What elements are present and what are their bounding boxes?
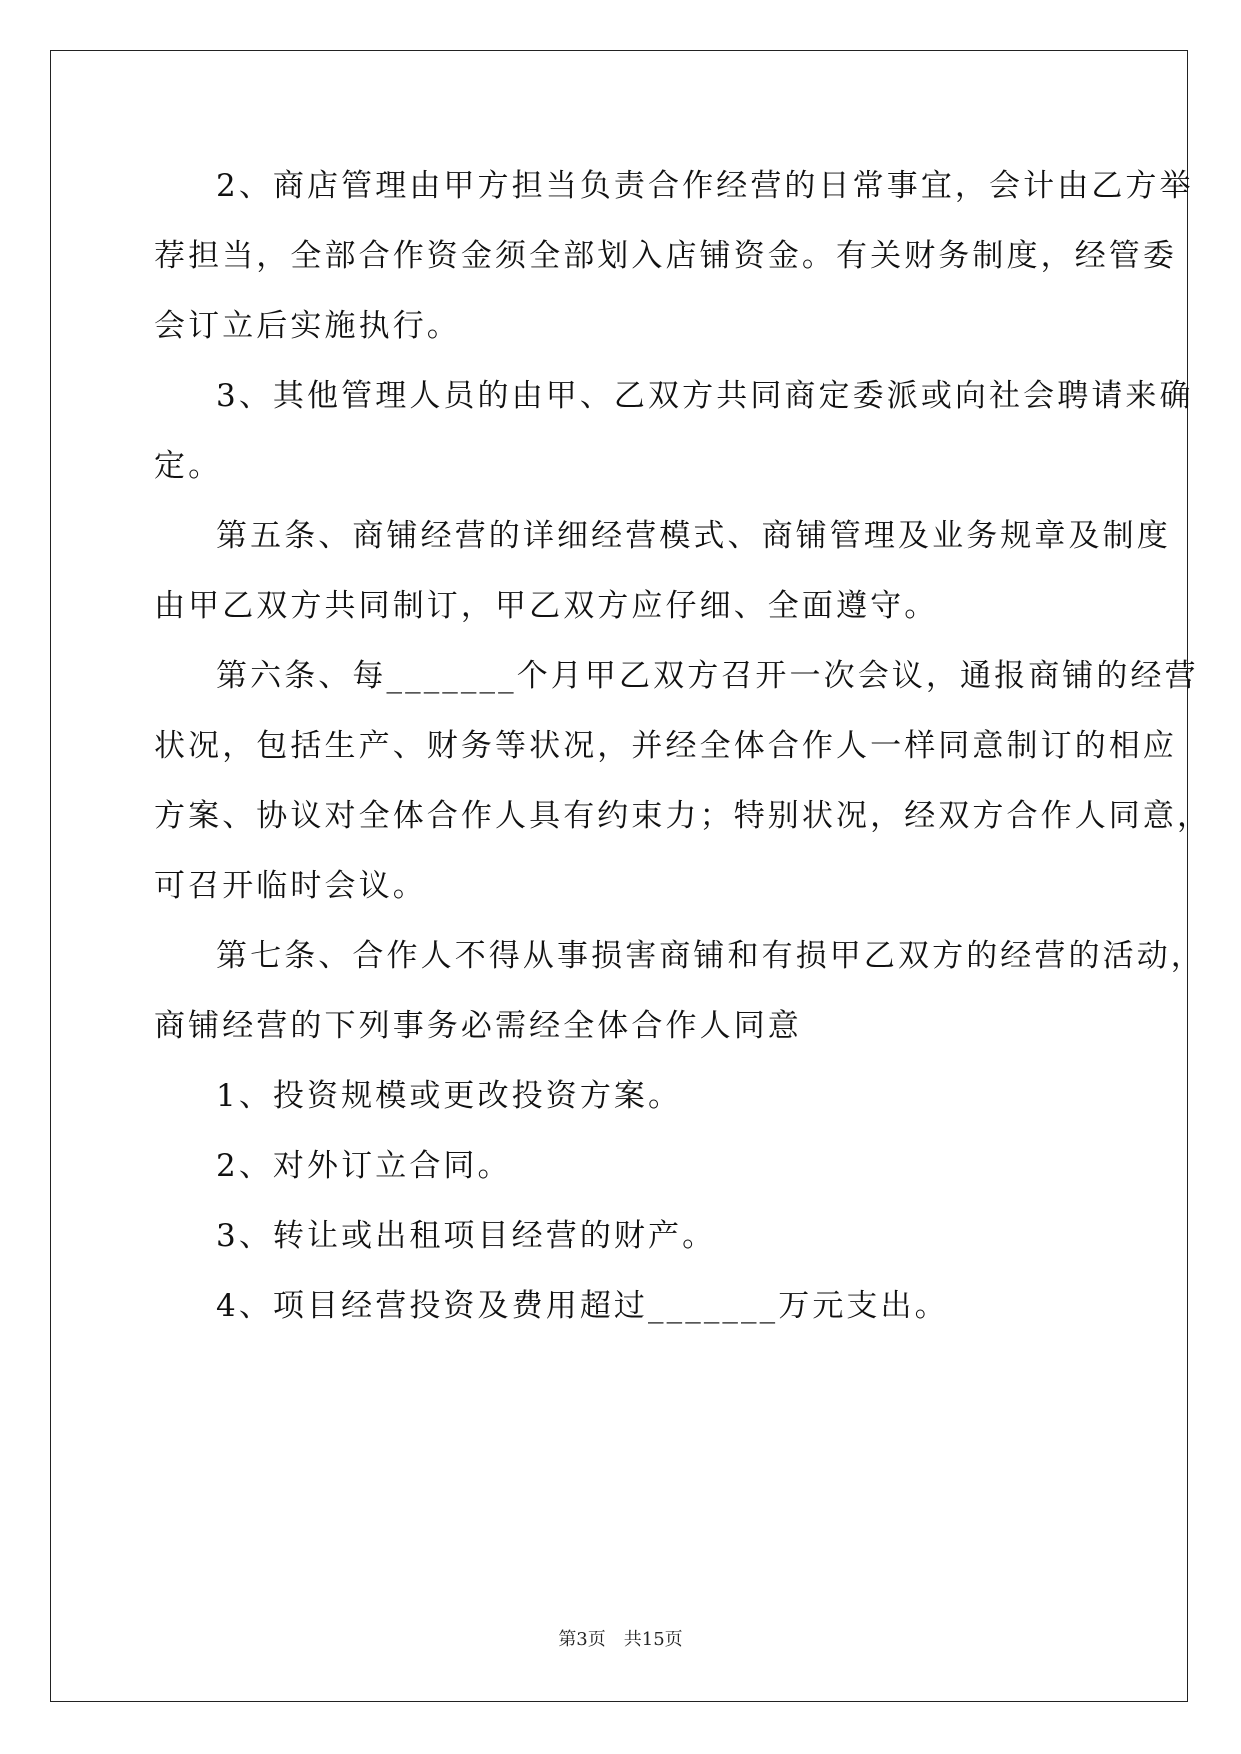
paragraph-line: 商铺经营的下列事务必需经全体合作人同意 [154, 1008, 802, 1044]
page-number: 第3页 [558, 1629, 606, 1650]
paragraph-line: 2、对外订立合同。 [216, 1148, 512, 1184]
paragraph-line: 第五条、商铺经营的详细经营模式、商铺管理及业务规章及制度 [216, 518, 1171, 554]
page-footer [0, 1625, 1241, 1651]
paragraph-line: 2、商店管理由甲方担当负责合作经营的日常事宜，会计由乙方举 [216, 168, 1194, 204]
paragraph-line: 状况，包括生产、财务等状况，并经全体合作人一样同意制订的相应 [154, 728, 1177, 764]
paragraph-line: 1、投资规模或更改投资方案。 [216, 1078, 683, 1114]
paragraph-line: 由甲乙双方共同制订，甲乙双方应仔细、全面遵守。 [154, 588, 939, 624]
paragraph-line: 定。 [154, 448, 223, 484]
paragraph-line: 第七条、合作人不得从事损害商铺和有损甲乙双方的经营的活动， [216, 938, 1205, 974]
paragraph-line: 会订立后实施执行。 [154, 308, 461, 344]
paragraph-line: 3、转让或出租项目经营的财产。 [216, 1218, 717, 1254]
paragraph-line: 可召开临时会议。 [154, 868, 427, 904]
paragraph-line: 3、其他管理人员的由甲、乙双方共同商定委派或向社会聘请来确 [216, 378, 1194, 414]
paragraph-line: 荐担当，全部合作资金须全部划入店铺资金。有关财务制度，经管委 [154, 238, 1177, 274]
page-total: 共15页 [623, 1629, 683, 1650]
paragraph-line: 4、项目经营投资及费用超过_______万元支出。 [216, 1288, 949, 1324]
paragraph-line: 第六条、每_______个月甲乙双方召开一次会议，通报商铺的经营 [216, 658, 1199, 694]
paragraph-line: 方案、协议对全体合作人具有约束力；特别状况，经双方合作人同意， [154, 798, 1212, 834]
